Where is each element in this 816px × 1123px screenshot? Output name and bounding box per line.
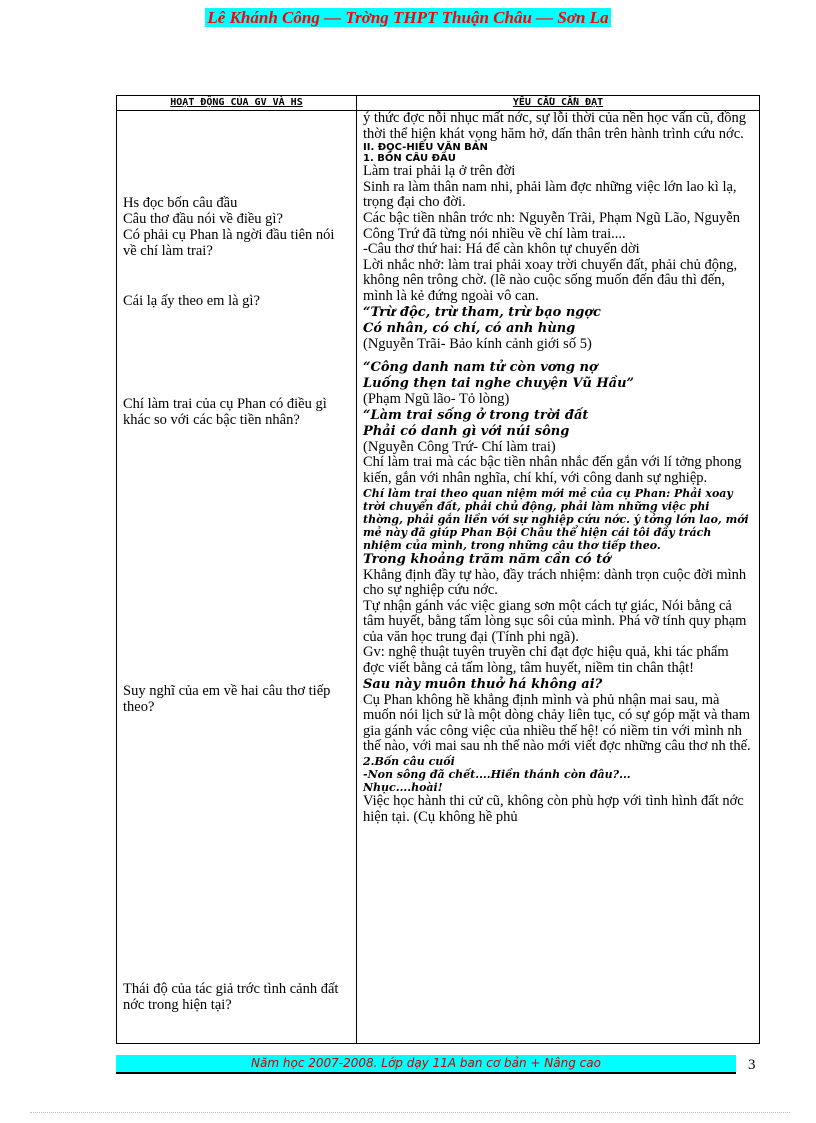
question-1: Hs đọc bốn câu đầu Câu thơ đầu nói về điều gì? Có phải cụ Phan là ngời đầu tiên nói về chí làm trai? <box>123 195 335 259</box>
col-right-header: YÊU CẦU CẦN ĐẠT <box>357 96 760 111</box>
col-left-header: HOẠT ĐỘNG CỦA GV VÀ HS <box>117 96 357 111</box>
question-3: Chí làm trai của cụ Phan có điều gì khác so với các bậc tiền nhân? <box>123 396 327 428</box>
page-number: 3 <box>748 1057 756 1073</box>
paragraph: Gv: nghệ thuật tuyên truyền chỉ đạt đợc hiệu quả, khi tác phẩm đợc viết bằng cả tấm lòng, tâm huyết, niềm tin chân thật! <box>363 644 729 677</box>
poem-line: “Làm trai sống ở trong trời đất <box>363 407 589 423</box>
requirements-cell <box>357 111 760 1044</box>
poem-line: Có nhân, có chí, có anh hùng <box>363 320 576 336</box>
emphasis-paragraph: Chí làm trai theo quan niệm mới mẻ của cụ Phan: Phải xoay trời chuyển đất, phải chủ động, phải làm những việc phi thờng, phải gắn liền với sự nghiệp cứu nớc. ý tởng lớn lao, mới mẻ này đã giúp Phan Bội Châu thể hiện cái tôi đầy trách nhiệm của mình, trong những câu thơ tiếp theo. <box>363 486 749 552</box>
poem-line: Trong khoảng trăm năm cần có tớ <box>363 551 611 567</box>
citation: (Nguyễn Trãi- Bảo kính cảnh giới số 5) <box>363 335 592 352</box>
table-row <box>117 111 760 1044</box>
poem-line: Nhục....hoài! <box>363 781 443 795</box>
poem-line: -Non sông đã chết....Hiền thánh còn đâu?... <box>363 768 631 782</box>
paragraph: Khẳng định đầy tự hào, đầy trách nhiệm: dành trọn cuộc đời mình cho sự nghiệp cứu nớc. <box>363 566 747 599</box>
poem-line: “Công danh nam tử còn vơng nợ <box>363 360 598 376</box>
paragraph: Các bậc tiền nhân trớc nh: Nguyễn Trãi, Phạm Ngũ Lão, Nguyễn Công Trứ đã từng nói nhiều về chí làm trai.... <box>363 209 740 242</box>
page-footer: Năm học 2007-2008. Lớp dạy 11A ban cơ bản + Nâng cao <box>116 1055 736 1074</box>
table-header-row <box>117 96 760 111</box>
question-4: Suy nghĩ của em về hai câu thơ tiếp theo? <box>123 683 331 715</box>
poem-line: “Trừ độc, trừ tham, trừ bạo ngợc <box>363 304 601 320</box>
lesson-table <box>116 95 760 1044</box>
page-header <box>0 8 816 28</box>
subsection-heading: 1. BỐN CÂU ĐẦU <box>363 153 456 165</box>
bottom-divider <box>30 1112 790 1113</box>
paragraph: Cụ Phan không hề khẳng định mình và phủ nhận mai sau, mà muốn nói lịch sử là một dòng chảy liên tục, có sự góp mặt và tham gia gánh vác công việc của nhiều thế hệ! có niềm tin với mình nh thế nào, với mai sau nh thế nào mới viết đợc những câu thơ nh thế. <box>363 691 751 755</box>
paragraph: Làm trai phải lạ ở trên đời <box>363 163 516 180</box>
paragraph: -Câu thơ thứ hai: Há để càn khôn tự chuyển dời <box>363 241 640 258</box>
poem-line: Sau này muôn thuở há không ai? <box>363 676 603 692</box>
question-2: Cái lạ ấy theo em là gì? <box>123 293 260 309</box>
paragraph: Sinh ra làm thân nam nhi, phải làm đợc những việc lớn lao kì lạ, trọng đại cho đời. <box>363 178 737 211</box>
paragraph: Việc học hành thi cử cũ, không còn phù hợp với tình hình đất nớc hiện tại. (Cụ không hề phủ <box>363 793 744 825</box>
citation: (Phạm Ngũ lão- Tỏ lòng) <box>363 391 510 408</box>
activities-cell <box>117 111 357 1044</box>
paragraph: Lời nhắc nhở: làm trai phải xoay trời chuyển đất, phải chủ động, không nên trông chờ. (lẽ nào cuộc sống muốn đến đâu thì đến, mình là kẻ đứng ngoài vô can. <box>363 256 738 304</box>
poem-line: Phải có danh gì với núi sông <box>363 423 570 439</box>
subsection-heading: 2.Bốn câu cuối <box>363 755 455 769</box>
citation: (Nguyễn Công Trứ- Chí làm trai) <box>363 438 556 455</box>
header-text: Lê Khánh Công — Trờng THPT Thuận Châu — Sơn La <box>207 8 609 27</box>
paragraph: Chí làm trai mà các bậc tiền nhân nhắc đến gắn với lí tởng phong kiến, gắn với nhân nghĩa, chí khí, với công danh sự nghiệp. <box>363 454 742 486</box>
section-heading: II. ĐỌC-HIỂU VĂN BẢN <box>363 142 488 154</box>
question-5: Thái độ của tác giả trớc tình cảnh đất nớc trong hiện tại? <box>123 981 339 1013</box>
paragraph: Tự nhận gánh vác việc giang sơn một cách tự giác, Nói bằng cả tâm huyết, bằng tấm lòng sục sôi của mình. Phá vỡ tính quy phạm của văn học trung đại (Tính phi ngã). <box>363 597 747 645</box>
poem-line: Luống thẹn tai nghe chuyện Vũ Hầu” <box>363 376 635 392</box>
intro-text: ý thức đợc nỗi nhục mất nớc, sự lỗi thời của nền học vấn cũ, đồng thời thể hiện khát vọng hăm hở, dấn thân trên hành trình cứu nớc. <box>363 110 747 142</box>
